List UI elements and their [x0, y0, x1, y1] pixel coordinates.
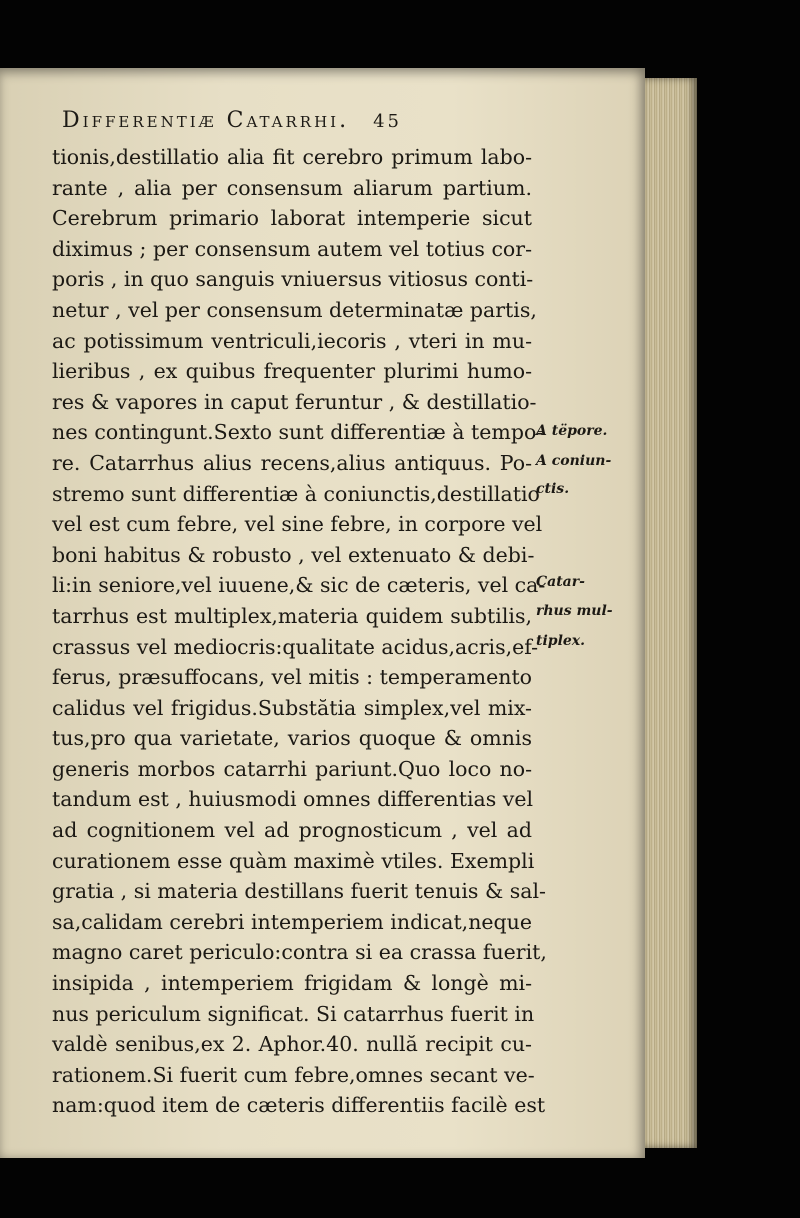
page-title: Differentiæ Catarrhi. [62, 108, 350, 133]
marginal-note: rhus mul- [536, 603, 613, 619]
marginal-note: tiplex. [536, 633, 586, 649]
text-line: crassus vel mediocris:qualitate acidus,acris,ef- [52, 634, 539, 659]
text-line: li:in seniore,vel iuuene,& sic de cæteris, vel ca- [52, 573, 546, 598]
text-line: valdè senibus,ex 2. Aphor.40. nullă recipit cu- [52, 1032, 532, 1057]
text-line: ad cognitionem vel ad prognosticum , vel ad [52, 818, 532, 843]
text-line: lieribus , ex quibus frequenter plurimi humo- [52, 359, 532, 384]
text-line: diximus ; per consensum autem vel totius cor- [52, 236, 532, 261]
text-line: sa,calidam cerebri intemperiem indicat,neque [52, 909, 532, 934]
text-line: magno caret periculo:contra si ea crassa fuerit, [52, 940, 547, 965]
text-line: nus periculum significat. Si catarrhus fuerit in [52, 1001, 535, 1026]
text-line: vel est cum febre, vel sine febre, in corpore vel [52, 512, 543, 537]
text-line: netur , vel per consensum determinatæ partis, [52, 297, 537, 322]
marginal-note: A tëpore. [536, 423, 608, 439]
page-edges [645, 78, 697, 1148]
text-line: ferus, præsuffocans, vel mitis : temperamento [52, 665, 533, 690]
text-line: nam:quod item de cæteris differentiis facilè est [52, 1093, 546, 1118]
text-line: poris , in quo sanguis vniuersus vitiosus conti- [52, 267, 534, 292]
text-line: rante , alia per consensum aliarum partium. [52, 175, 532, 200]
text-line: re. Catarrhus alius recens,alius antiquus. Po- [52, 450, 532, 475]
body-text [52, 142, 547, 1121]
text-line: tarrhus est multiplex,materia quidem subtilis, [52, 603, 532, 628]
text-line: rationem.Si fuerit cum febre,omnes secant ve- [52, 1062, 535, 1087]
marginal-note: A coniun- [536, 453, 612, 469]
text-line: calidus vel frigidus.Substătia simplex,vel mix- [52, 695, 532, 720]
text-line: boni habitus & robusto , vel extenuato & debi- [52, 542, 535, 567]
marginal-note: Catar- [536, 574, 585, 590]
text-line: tionis,destillatio alia fit cerebro primum labo- [52, 145, 532, 169]
text-line: Cerebrum primario laborat intemperie sicut [52, 206, 532, 231]
text-line: generis morbos catarrhi pariunt.Quo loco no- [52, 756, 532, 781]
running-header [62, 108, 582, 140]
text-line: insipida , intemperiem frigidam & longè mi- [52, 971, 532, 996]
text-line: tandum est , huiusmodi omnes differentias vel [52, 787, 534, 812]
marginal-note: ctis. [536, 481, 570, 497]
text-line: res & vapores in caput feruntur , & destillatio- [52, 389, 537, 414]
text-line: tus,pro qua varietate, varios quoque & omnis [52, 726, 532, 751]
folio-number: 45 [373, 110, 402, 132]
text-line: ac potissimum ventriculi,iecoris , vteri in mu- [52, 328, 532, 353]
text-line: nes contingunt.Sexto sunt differentiæ à tempo- [52, 420, 544, 445]
text-line: curationem esse quàm maximè vtiles. Exempli [52, 848, 535, 873]
text-line: gratia , si materia destillans fuerit tenuis & sal- [52, 879, 546, 904]
text-line: stremo sunt differentiæ à coniunctis,destillatio [52, 481, 540, 506]
